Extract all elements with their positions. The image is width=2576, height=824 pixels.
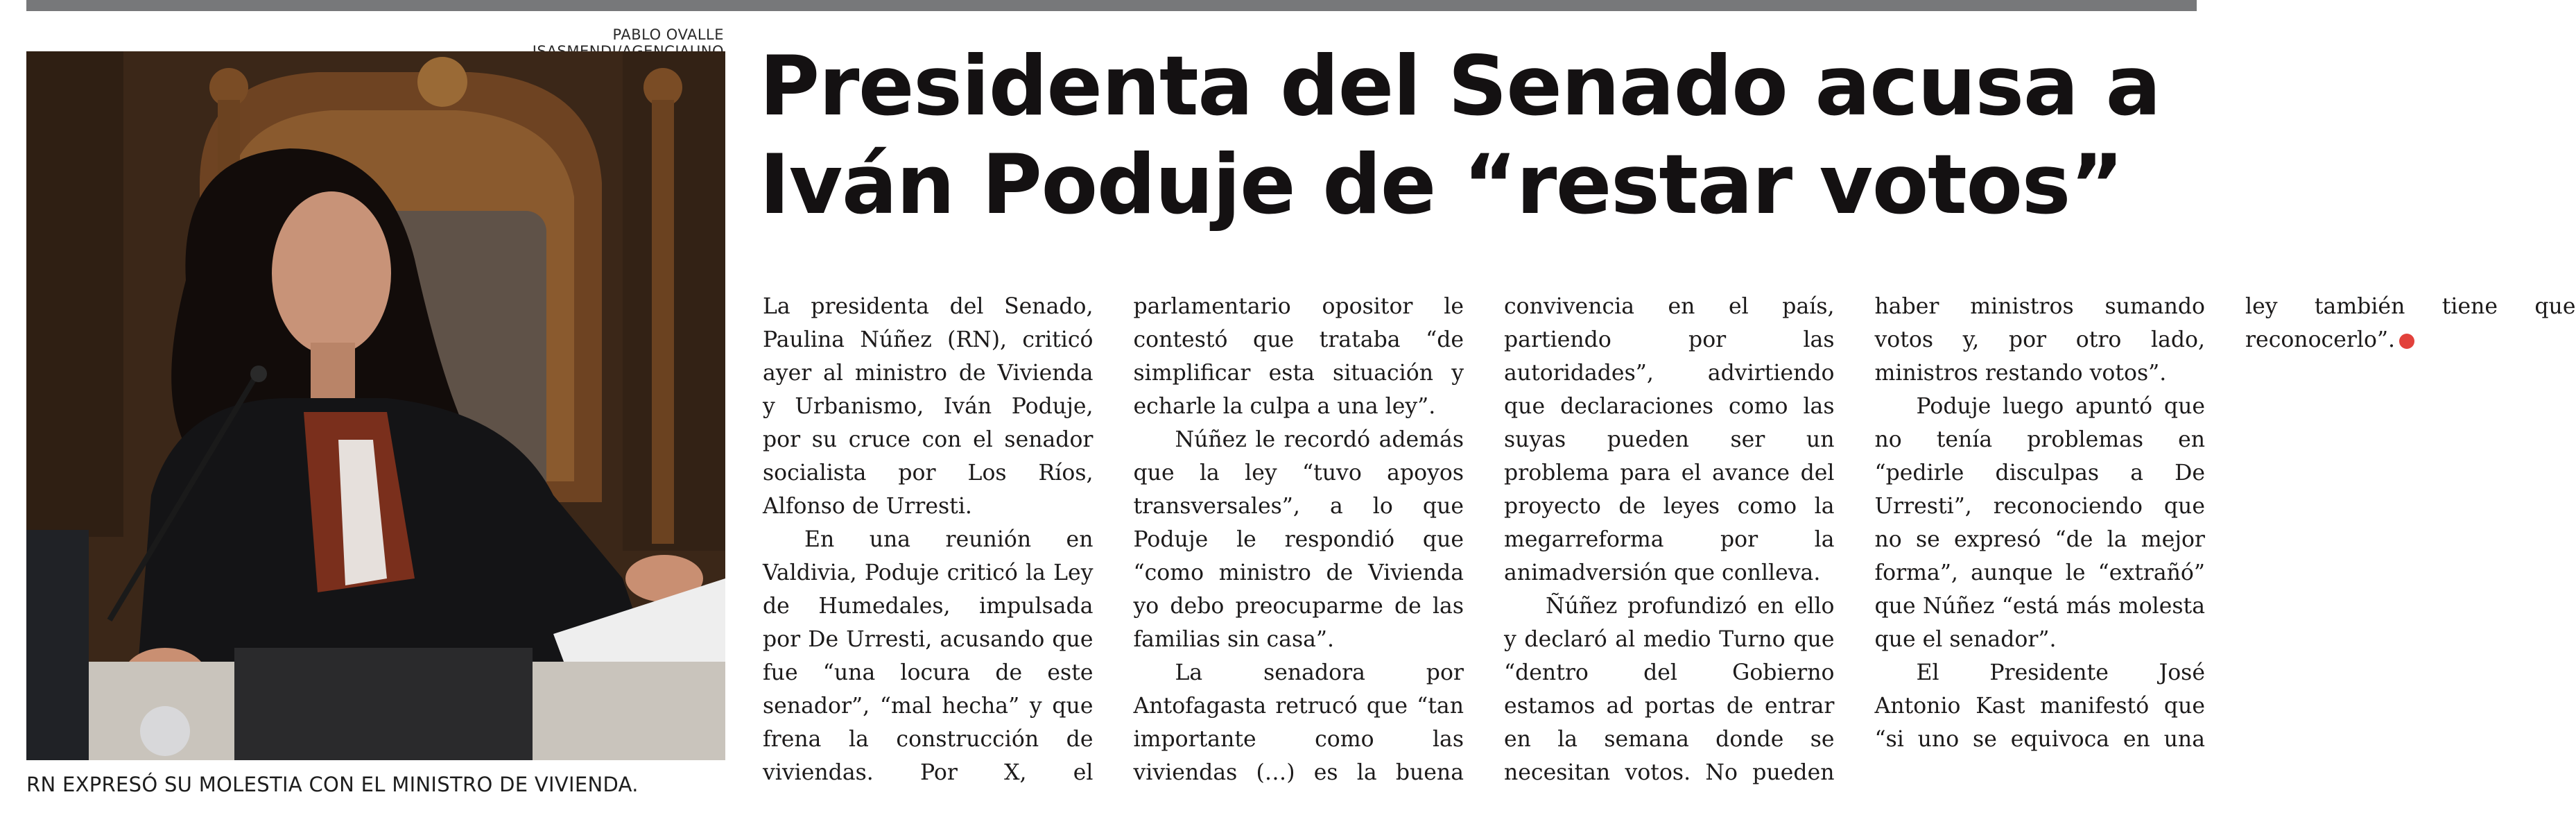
article-paragraph: La senadora por Antofagasta retrucó que “tan importante como las viviendas (…) es la buena convivencia en el país, partiendo por las autoridades”, advirtiendo que declaraciones como las suyas pueden ser un problema para el avance del proyecto de leyes como la megarreforma por la animadversión que conlleva. [1133,294,1835,785]
end-of-article-icon: ✪ [2399,334,2414,349]
headline-line-1: Presidenta del Senado acusa a [759,39,2161,135]
article-paragraph: El Presidente José Antonio Kast manifestó que “si uno se equivoca en una ley también tiene que reconocerlo”. [1874,294,2576,752]
headline [759,37,2202,234]
headline-line-2: Iván Poduje de “restar votos” [759,137,2123,233]
photo-credit: PABLO OVALLE [612,26,724,43]
top-rule [26,0,2197,11]
article-paragraph: Núñez le recordó además que la ley “tuvo apoyos transversales”, a lo que Poduje le respondió que “como ministro de Vivienda yo debo preocuparme de las familias sin casa”. [1133,427,1464,652]
article-paragraph: La presidenta del Senado, Paulina Núñez (RN), criticó ayer al ministro de Vivienda y Urbanismo, Iván Poduje, por su cruce con el senador socialista por Los Ríos, Alfonso de Urresti. [763,294,1093,519]
photo-caption: RN EXPRESÓ SU MOLESTIA CON EL MINISTRO DE VIVIENDA. [26,773,639,796]
article-photo [26,51,725,760]
article-paragraph: En una reunión en Valdivia, Poduje criticó la Ley de Humedales, impulsada por De Urresti, acusando que fue “una locura de este senador”, “mal hecha” y que frena la construcción de viviendas. Por X, el parlamentario opositor le contestó que trataba “de simplificar esta situación y echarle la culpa a una ley”. [763,294,1464,785]
article-paragraph: Poduje luego apuntó que no tenía problemas en “pedirle disculpas a De Urresti”, reconociendo que no se expresó “de la mejor forma”, aunque le “extrañó” que Núñez “está más molesta que el senador”. [1874,394,2205,652]
article-paragraph: Ñúñez profundizó en ello y declaró al medio Turno que “dentro del Gobierno estamos ad portas de entrar en la semana donde se necesitan votos. No pueden haber ministros sumando votos y, por otro lado, ministros restando votos”. [1504,294,2205,785]
article-body [763,290,2576,810]
